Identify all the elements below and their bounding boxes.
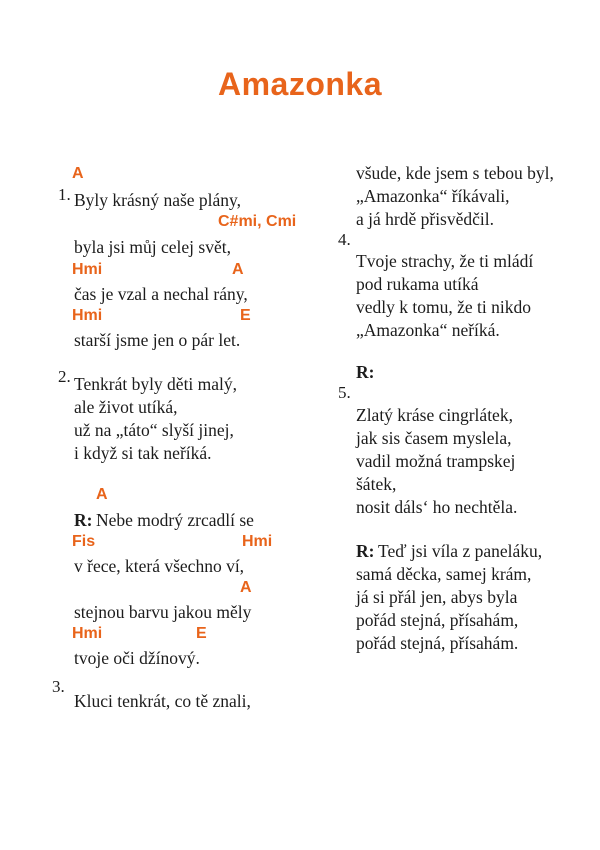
chord: Hmi [72,261,103,278]
verse-number: 2. [58,367,71,386]
lyric-line: čas je vzal a nechal rány, [74,284,248,304]
chord: Fis [72,533,96,550]
verse-number: 1. [58,185,71,204]
lyric-line: tvoje oči džínový. [74,648,200,668]
refrain-label: R: [356,541,375,561]
lyric-line: nosit dáls‘ ho nechtěla. [356,497,518,517]
lyric-line: Tenkrát byly děti malý, [74,374,238,394]
verse-number: 4. [338,230,351,249]
chord: E [196,625,207,642]
lyric-line: Teď jsi víla z paneláku, [378,541,543,561]
lyric-line: vedly k tomu, že ti nikdo [356,297,531,317]
lyric-line: Byly krásný naše plány, [74,190,242,210]
lyric-line: Zlatý kráse cingrlátek, [356,405,513,425]
lyric-line: šátek, [356,474,397,494]
lyric-line: starší jsme jen o pár let. [74,330,241,350]
lyric-line: už na „táto“ slyší jinej, [74,420,234,440]
lyric-line: Kluci tenkrát, co tě znali, [74,691,251,711]
lyric-line: jak sis časem myslela, [356,428,512,448]
lyric-line: pořád stejná, přísahám. [356,633,519,653]
lyric-line: pořád stejná, přísahám, [356,610,519,630]
lyric-line: a já hrdě přisvědčil. [356,209,495,229]
lyric-line: vadil možná trampskej [356,451,516,471]
lyric-line: stejnou barvu jakou měly [74,602,252,622]
lyric-line: samá děcka, samej krám, [356,564,532,584]
lyric-line: i když si tak neříká. [74,443,212,463]
lyric-line: pod rukama utíká [356,274,479,294]
chord: A [240,579,252,596]
chord: C#mi, Cmi [218,213,297,230]
chord: Hmi [242,533,273,550]
chord: A [232,261,244,278]
chord: Hmi [72,307,103,324]
lyric-line: všude, kde jsem s tebou byl, [356,163,554,183]
lyric-line: „Amazonka“ říkávali, [356,186,510,206]
lyric-line: v řece, která všechno ví, [74,556,245,576]
lyric-line: Tvoje strachy, že ti mládí [356,251,534,271]
song-title: Amazonka [217,66,383,102]
refrain-label: R: [74,510,93,530]
verse-number: 5. [338,383,351,402]
lyric-line: „Amazonka“ neříká. [356,320,500,340]
lyric-line: já si přál jen, abys byla [356,587,518,607]
lyric-line: byla jsi můj celej svět, [74,237,231,257]
lyric-line: ale život utíká, [74,397,178,417]
verse-number: 3. [52,677,65,696]
refrain-marker: R: [356,362,375,382]
lyric-line: Nebe modrý zrcadlí se [96,510,254,530]
chord: A [72,165,84,182]
chord: E [240,307,251,324]
chord: A [96,486,108,503]
chord: Hmi [72,625,103,642]
